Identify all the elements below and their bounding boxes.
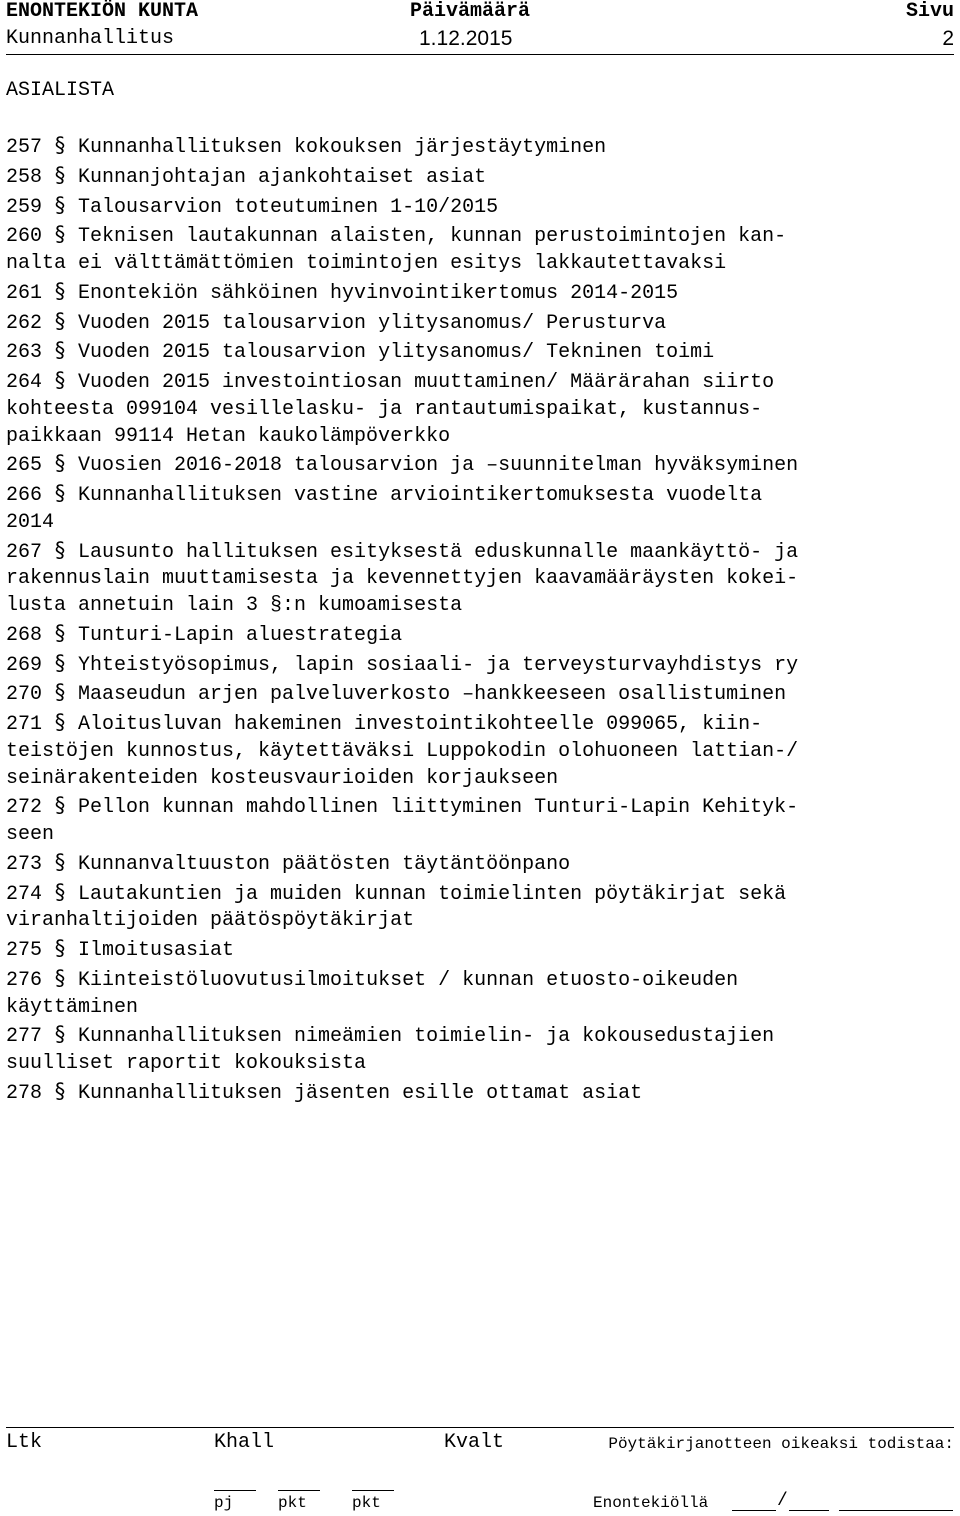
section-symbol: § — [54, 368, 66, 392]
date-separator: / — [777, 1491, 788, 1511]
agenda-item-text: Enontekiön sähköinen hyvinvointikertomus 2014-2015 — [78, 281, 679, 305]
agenda-item-line — [6, 566, 954, 593]
agenda-item-number: 261 — [6, 281, 43, 305]
page-label: Sivu — [905, 0, 954, 23]
agenda-item-line — [6, 766, 954, 793]
section-symbol: § — [54, 222, 66, 247]
agenda-item-text: Kiinteistöluovutusilmoitukset / kunnan etuosto-oikeuden — [78, 968, 739, 992]
certification-place: Enontekiöllä — [593, 1494, 709, 1512]
agenda-item-line — [6, 679, 954, 709]
agenda-item-number: 274 — [6, 882, 43, 906]
section-symbol: § — [54, 1078, 66, 1103]
section-title: ASIALISTA — [6, 79, 115, 102]
agenda-item-text: seinärakenteiden kosteusvaurioiden korjaukseen — [6, 766, 559, 790]
agenda-item-text: kohteesta 099104 vesillelasku- ja rantautumispaikat, kustannus- — [6, 397, 763, 421]
date-label: Päivämäärä — [410, 0, 531, 23]
agenda-item-line — [6, 650, 954, 680]
agenda-item-text: Vuoden 2015 talousarvion ylitysanomus/ Perusturva — [78, 311, 667, 335]
initial-pkt-2: pkt — [352, 1494, 381, 1512]
agenda-item-text: lusta annetuin lain 3 §:n kumoamisesta — [6, 594, 463, 617]
agenda-item-text: Vuoden 2015 talousarvion ylitysanomus/ Tekninen toimi — [78, 341, 715, 365]
agenda-item-text: Aloitusluvan hakeminen investointikohteelle 099065, kiin- — [78, 713, 763, 736]
footer-label-ltk: Ltk — [6, 1431, 43, 1454]
agenda-item — [6, 965, 954, 1022]
agenda-item-text: viranhaltijoiden päätöspöytäkirjat — [6, 909, 415, 933]
certification-text: Pöytäkirjanotteen oikeaksi todistaa: — [608, 1435, 954, 1453]
section-symbol: § — [54, 620, 66, 645]
agenda-item-number: 275 — [6, 939, 43, 962]
agenda-item — [6, 792, 954, 849]
agenda-item — [6, 935, 954, 965]
agenda-item-line — [6, 849, 954, 879]
agenda-item-line — [6, 337, 954, 367]
agenda-item-line — [6, 278, 954, 308]
agenda-item-text: Pellon kunnan mahdollinen liittyminen Tunturi-Lapin Kehityk- — [78, 796, 799, 820]
agenda-item-number: 276 — [6, 968, 43, 992]
agenda-item-number: 259 — [6, 195, 43, 219]
agenda-item-line — [6, 510, 954, 537]
footer-label-khall: Khall — [214, 1431, 275, 1454]
page-number: 2 — [942, 27, 954, 50]
agenda-item — [6, 221, 954, 278]
agenda-item-line — [6, 822, 954, 849]
agenda-item — [6, 679, 954, 709]
agenda-item-line — [6, 995, 954, 1022]
agenda-item-line — [6, 879, 954, 909]
agenda-item-number: 271 — [6, 713, 43, 736]
section-symbol: § — [54, 537, 66, 562]
agenda-item-line — [6, 132, 954, 162]
agenda-item-text: Tunturi-Lapin aluestrategia — [78, 623, 403, 647]
agenda-item — [6, 709, 954, 792]
section-symbol: § — [54, 451, 66, 476]
document-footer — [6, 1427, 954, 1516]
agenda-item — [6, 162, 954, 192]
agenda-item-line — [6, 397, 954, 424]
agenda-item-line — [6, 620, 954, 650]
agenda-item-text: Kunnanjohtajan ajankohtaiset asiat — [78, 165, 487, 189]
agenda-item — [6, 1021, 954, 1078]
signature-line-pkt-1 — [278, 1490, 320, 1491]
agenda-item-number: 260 — [6, 225, 43, 249]
agenda-item-number: 265 — [6, 454, 43, 478]
agenda-item — [6, 132, 954, 162]
agenda-item — [6, 620, 954, 650]
agenda-item — [6, 278, 954, 308]
agenda-item — [6, 308, 954, 338]
agenda-list — [6, 132, 954, 1108]
section-symbol: § — [54, 162, 66, 187]
section-symbol: § — [54, 278, 66, 303]
section-symbol: § — [54, 680, 66, 705]
agenda-item — [6, 650, 954, 680]
agenda-item-number: 266 — [6, 484, 43, 507]
signature-line-pkt-2 — [352, 1490, 394, 1491]
agenda-item — [6, 192, 954, 222]
agenda-item-text: Vuosien 2016-2018 talousarvion ja –suunnitelman hyväksyminen — [78, 454, 799, 478]
initial-pkt-1: pkt — [278, 1494, 307, 1512]
agenda-item-number: 263 — [6, 341, 43, 365]
initial-pj: pj — [214, 1494, 234, 1512]
section-symbol: § — [54, 849, 66, 874]
agenda-item-line — [6, 424, 954, 451]
section-symbol: § — [54, 1022, 66, 1047]
section-symbol: § — [54, 793, 66, 818]
agenda-item — [6, 1078, 954, 1108]
agenda-item-text: Kunnanhallituksen kokouksen järjestäytyminen — [78, 136, 607, 159]
agenda-item-line — [6, 221, 954, 251]
section-symbol: § — [54, 133, 66, 157]
agenda-item-number: 264 — [6, 371, 43, 394]
agenda-item-line — [6, 192, 954, 222]
body-name: Kunnanhallitus — [6, 27, 175, 50]
organization-name: ENONTEKIÖN KUNTA — [6, 0, 199, 23]
section-symbol: § — [54, 338, 66, 363]
agenda-item-line — [6, 251, 954, 278]
agenda-item-number: 257 — [6, 136, 43, 159]
agenda-item-line — [6, 792, 954, 822]
agenda-item — [6, 367, 954, 450]
signature-blank — [839, 1510, 953, 1511]
agenda-item-text: paikkaan 99114 Hetan kaukolämpöverkko — [6, 424, 451, 448]
agenda-item-text: Talousarvion toteutuminen 1-10/2015 — [78, 195, 499, 219]
agenda-item-number: 273 — [6, 852, 43, 876]
agenda-item-line — [6, 935, 954, 965]
agenda-item-line — [6, 480, 954, 510]
agenda-item-number: 277 — [6, 1025, 43, 1049]
agenda-item-text: Lautakuntien ja muiden kunnan toimielinten pöytäkirjat sekä — [78, 882, 787, 906]
agenda-item-text: Vuoden 2015 investointiosan muuttaminen/ Määrärahan siirto — [78, 371, 775, 394]
agenda-item-line — [6, 1078, 954, 1108]
agenda-item-text: nalta ei välttämättömien toimintojen esitys lakkautettavaksi — [6, 252, 727, 275]
agenda-item-number: 267 — [6, 540, 43, 564]
agenda-item-number: 269 — [6, 653, 43, 677]
agenda-item-text: Kunnanhallituksen jäsenten esille ottamat asiat — [78, 1081, 643, 1105]
signature-line-pj — [214, 1490, 256, 1491]
agenda-item — [6, 450, 954, 480]
agenda-item — [6, 537, 954, 620]
agenda-item — [6, 879, 954, 936]
agenda-item-text: käyttäminen — [6, 995, 139, 1019]
agenda-item-text: Maaseudun arjen palveluverkosto –hankkeeseen osallistuminen — [78, 683, 787, 707]
agenda-item-text: Ilmoitusasiat — [78, 939, 235, 962]
agenda-item-text: rakennuslain muuttamisesta ja kevennettyjen kaavamääräysten kokei- — [6, 567, 799, 591]
agenda-item-text: suulliset raportit kokouksista — [6, 1052, 367, 1075]
agenda-item-line — [6, 162, 954, 192]
agenda-item-line — [6, 450, 954, 480]
agenda-item-number: 278 — [6, 1081, 43, 1105]
section-symbol: § — [54, 192, 66, 217]
agenda-item-line — [6, 1051, 954, 1078]
agenda-item-text: Kunnanvaltuuston päätösten täytäntöönpano — [78, 852, 571, 876]
agenda-item-text: Teknisen lautakunnan alaisten, kunnan perustoimintojen kan- — [78, 225, 787, 249]
agenda-item-number: 262 — [6, 311, 43, 335]
section-symbol: § — [54, 710, 66, 734]
section-symbol: § — [54, 965, 66, 990]
agenda-item-text: Lausunto hallituksen esityksestä eduskunnalle maankäyttö- ja — [78, 540, 799, 564]
section-symbol: § — [54, 308, 66, 333]
agenda-item-text: seen — [6, 823, 55, 846]
agenda-item-number: 272 — [6, 796, 43, 820]
agenda-item-line — [6, 965, 954, 995]
agenda-item-line — [6, 593, 954, 620]
section-symbol: § — [54, 481, 66, 505]
agenda-item-line — [6, 908, 954, 935]
date-blank-day — [732, 1510, 776, 1511]
agenda-item-number: 258 — [6, 165, 43, 189]
agenda-item-line — [6, 537, 954, 567]
agenda-item-line — [6, 308, 954, 338]
agenda-item-line — [6, 367, 954, 397]
agenda-item-line — [6, 1021, 954, 1051]
section-symbol: § — [54, 879, 66, 904]
agenda-item-text: Yhteistyösopimus, lapin sosiaali- ja terveysturvayhdistys ry — [78, 653, 799, 677]
agenda-item-text: Kunnanhallituksen vastine arviointikertomuksesta vuodelta — [78, 484, 763, 507]
document-header — [6, 0, 954, 55]
agenda-item-text: teistöjen kunnostus, käytettäväksi Luppokodin olohuoneen lattian-/ — [6, 739, 799, 763]
agenda-item-number: 268 — [6, 623, 43, 647]
section-symbol: § — [54, 650, 66, 675]
agenda-item-line — [6, 709, 954, 739]
date-value: 1.12.2015 — [419, 27, 513, 50]
agenda-item — [6, 849, 954, 879]
agenda-item-line — [6, 739, 954, 766]
section-symbol: § — [54, 936, 66, 960]
agenda-item — [6, 480, 954, 537]
agenda-item-text: 2014 — [6, 510, 55, 534]
date-blank-month — [789, 1510, 829, 1511]
agenda-item-number: 270 — [6, 683, 43, 707]
footer-label-kvalt: Kvalt — [444, 1431, 505, 1454]
agenda-item-text: Kunnanhallituksen nimeämien toimielin- ja kokousedustajien — [78, 1025, 775, 1049]
agenda-item — [6, 337, 954, 367]
